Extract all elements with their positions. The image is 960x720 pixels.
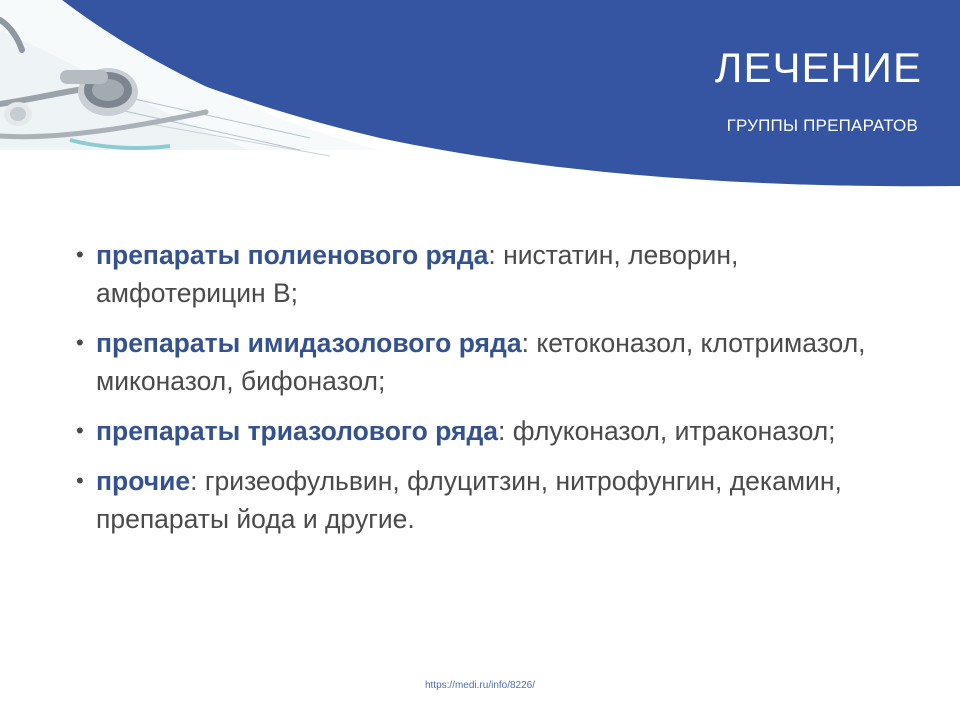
list-item <box>76 412 896 450</box>
drug-group-list <box>76 236 896 538</box>
list-item-term: прочие <box>96 466 191 496</box>
source-link[interactable]: https://medi.ru/info/8226/ <box>424 680 536 691</box>
list-item-text: : кетоконазол, клотримазол, миконазол, бифоназол; <box>96 328 866 396</box>
list-item-term: препараты полиенового ряда <box>96 240 489 270</box>
header-banner <box>0 0 960 200</box>
list-item <box>76 462 896 538</box>
list-item <box>76 324 896 400</box>
bullet-icon: • <box>76 242 84 267</box>
bullet-icon: • <box>76 468 84 493</box>
bullet-icon: • <box>76 330 84 355</box>
list-item <box>76 236 896 312</box>
list-item-term: препараты триазолового ряда <box>96 416 499 446</box>
slide-subtitle: ГРУППЫ ПРЕПАРАТОВ <box>726 116 918 135</box>
list-item-term: препараты имидазолового ряда <box>96 328 522 358</box>
list-item-text: : нистатин, леворин, амфотерицин В; <box>96 240 739 308</box>
list-item-text: : флуконазол, итраконазол; <box>498 416 836 446</box>
slide-title: ЛЕЧЕНИЕ <box>714 44 922 91</box>
bullet-icon: • <box>76 418 84 443</box>
list-item-text: : гризеофульвин, флуцитзин, нитрофунгин, декамин, препараты йода и другие. <box>96 466 842 534</box>
content-area <box>76 236 896 550</box>
